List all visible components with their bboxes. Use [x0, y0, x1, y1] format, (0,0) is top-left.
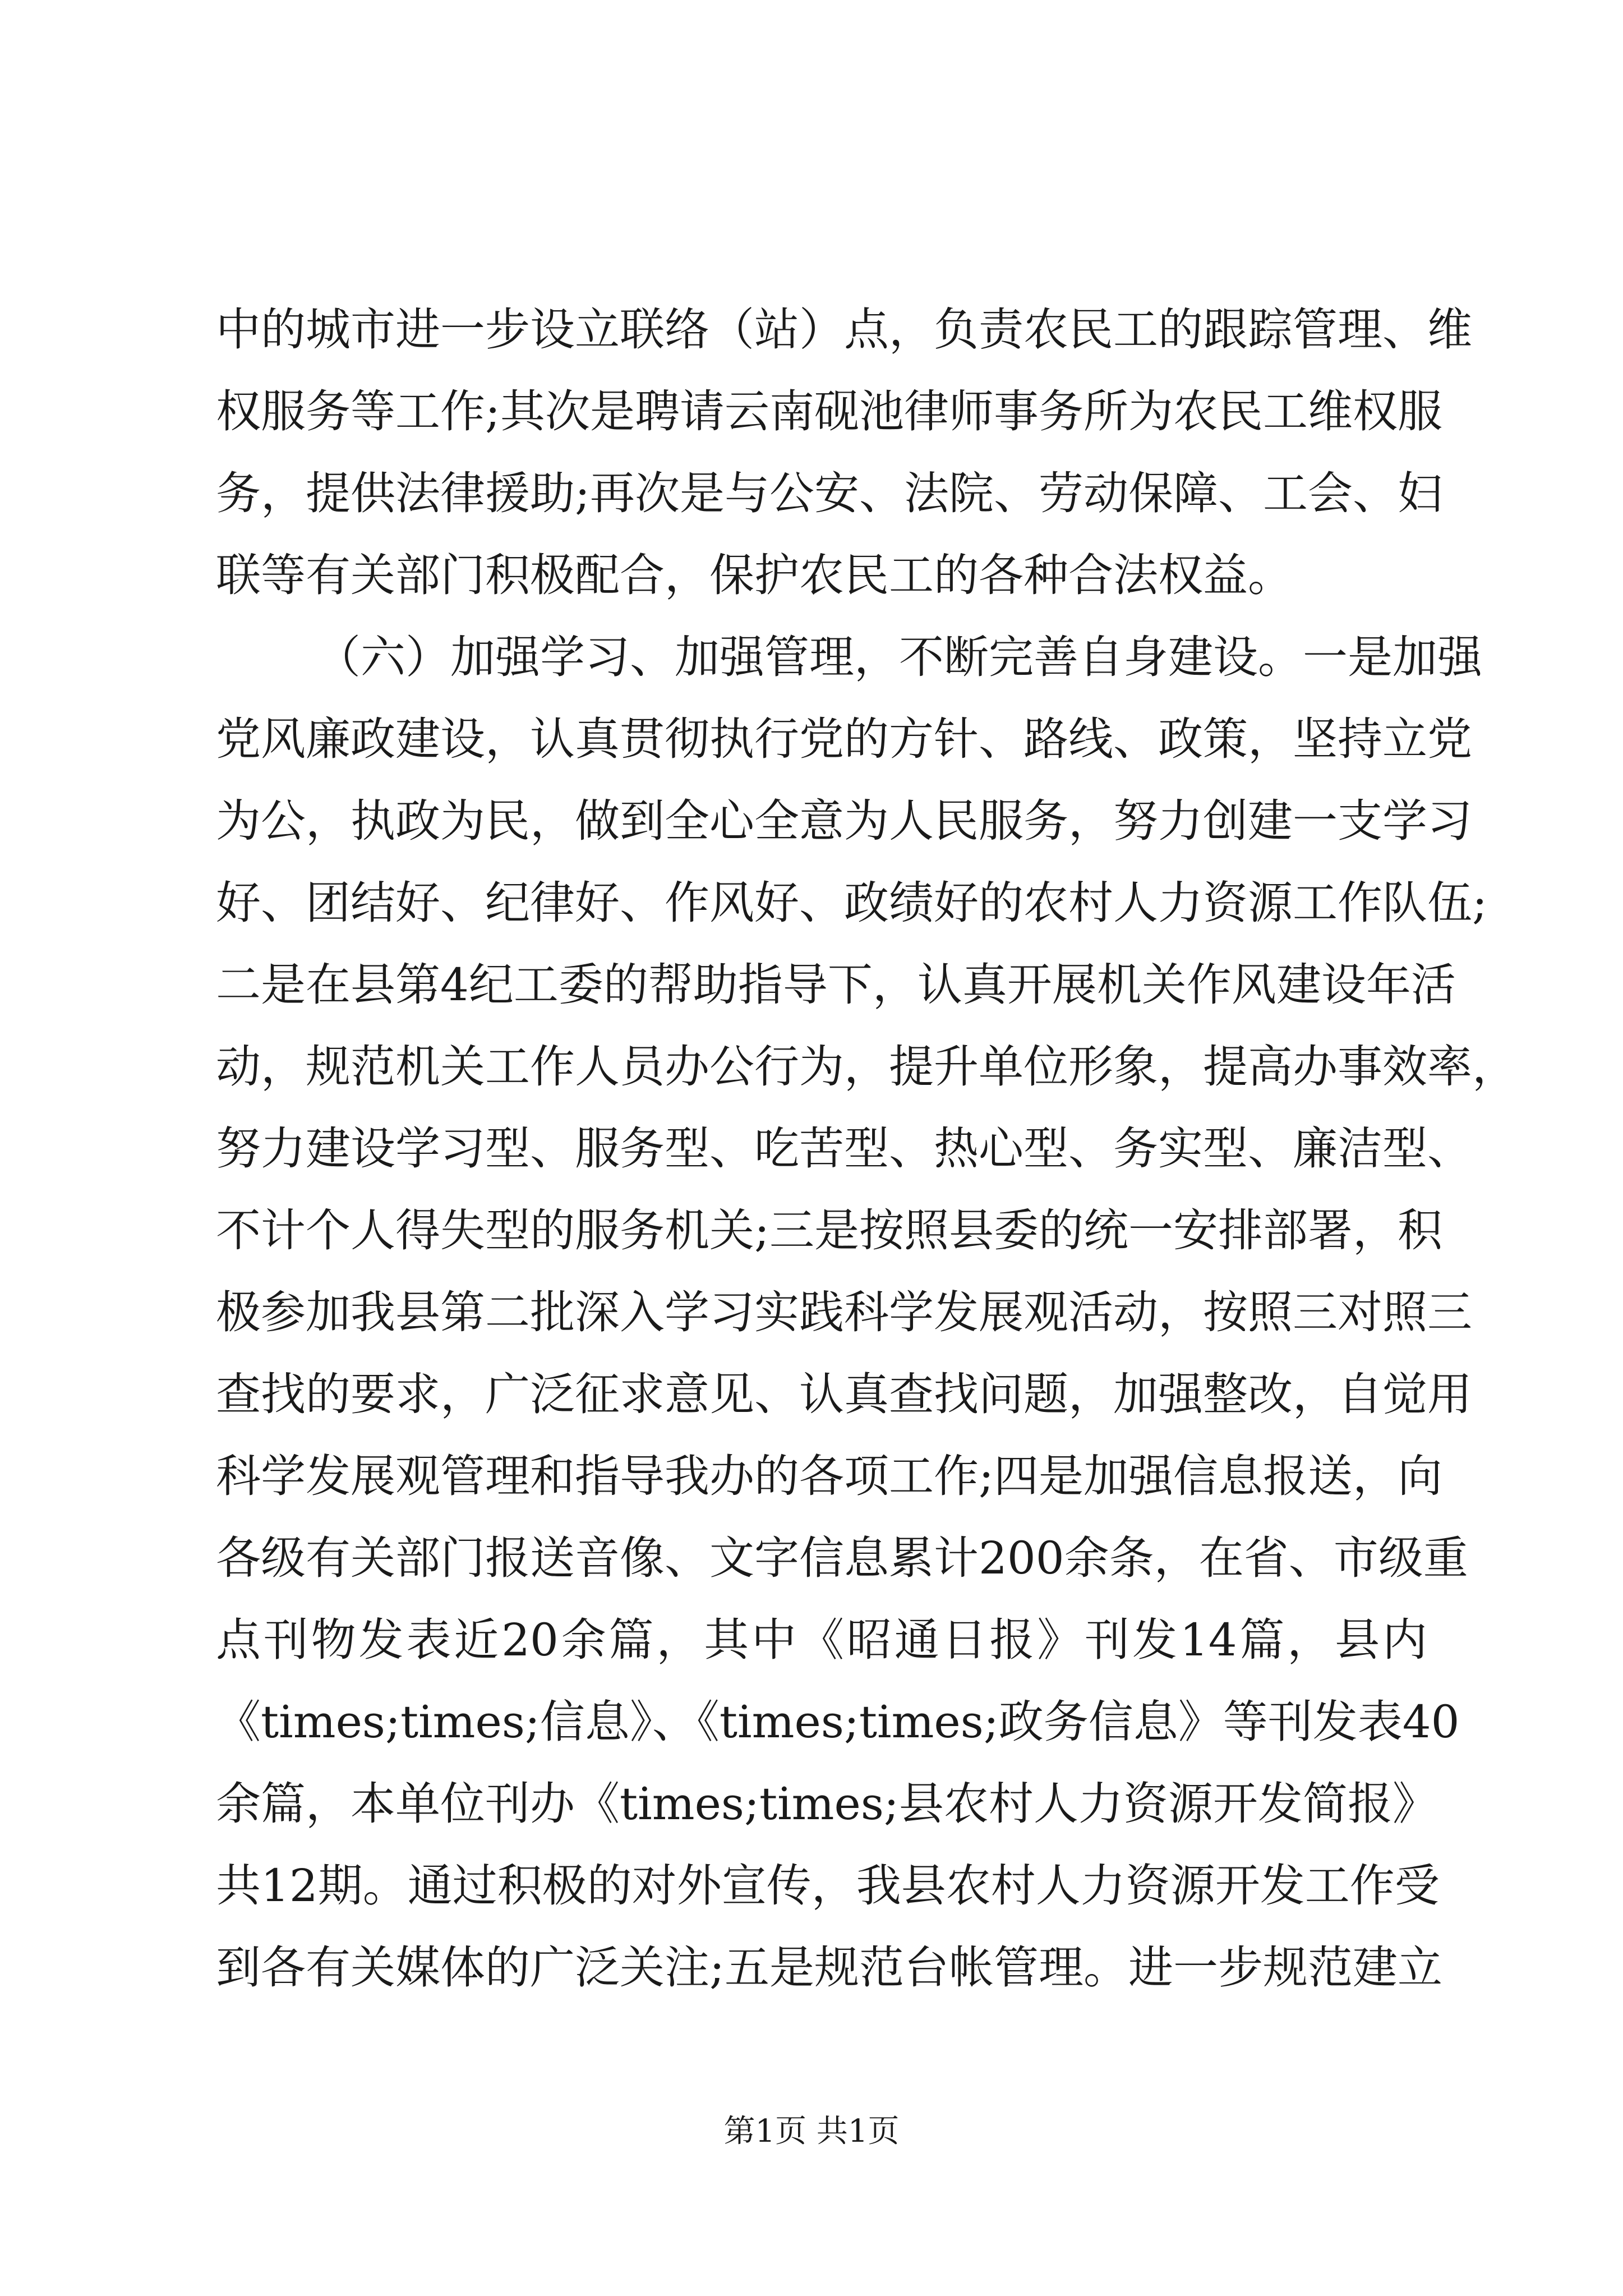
text-line: 党风廉政建设，认真贯彻执行党的方针、路线、政策，坚持立党: [216, 713, 1472, 765]
text-line: 动，规范机关工作人员办公行为，提升单位形象，提高办事效率，: [216, 1041, 1517, 1093]
text-line: 《times;times;信息》、《times;times;政务信息》等刊发表40: [216, 1696, 1460, 1748]
text-line: 为公，执政为民，做到全心全意为人民服务，努力创建一支学习: [216, 795, 1472, 847]
text-line: 点刊物发表近20余篇，其中《昭通日报》刊发14篇，县内: [216, 1614, 1427, 1666]
text-line: 联等有关部门积极配合，保护农民工的各种合法权益。: [216, 549, 1293, 601]
text-line: 极参加我县第二批深入学习实践科学发展观活动，按照三对照三: [216, 1286, 1472, 1338]
text-line: 好、团结好、纪律好、作风好、政绩好的农村人力资源工作队伍;: [216, 877, 1487, 929]
text-line: 科学发展观管理和指导我办的各项工作;四是加强信息报送，向: [216, 1450, 1442, 1502]
text-line: 查找的要求，广泛征求意见、认真查找问题，加强整改，自觉用: [216, 1368, 1472, 1420]
text-line: 权服务等工作;其次是聘请云南砚池律师事务所为农民工维权服: [216, 385, 1442, 438]
page-number: 第1页 共1页: [723, 2113, 900, 2150]
text-line: 各级有关部门报送音像、文字信息累计200余条，在省、市级重: [216, 1532, 1468, 1584]
text-line: 务，提供法律援助;再次是与公安、法院、劳动保障、工会、妇: [216, 467, 1442, 519]
text-line: 中的城市进一步设立联络（站）点，负责农民工的跟踪管理、维: [216, 303, 1472, 356]
page-footer: [0, 2109, 1623, 2154]
text-line: 二是在县第4纪工委的帮助指导下，认真开展机关作风建设年活: [216, 959, 1456, 1011]
body-text: [216, 289, 1517, 2009]
text-line: 共12期。通过积极的对外宣传，我县农村人力资源开发工作受: [216, 1860, 1440, 1912]
text-line: 不计个人得失型的服务机关;三是按照县委的统一安排部署，积: [216, 1204, 1442, 1257]
text-line: 努力建设学习型、服务型、吃苦型、热心型、务实型、廉洁型、: [216, 1122, 1472, 1175]
text-line: 余篇，本单位刊办《times;times;县农村人力资源开发简报》: [216, 1778, 1437, 1830]
paragraph-start-line: （六）加强学习、加强管理，不断完善自身建设。一是加强: [316, 631, 1482, 683]
text-line: 到各有关媒体的广泛关注;五是规范台帐管理。进一步规范建立: [216, 1941, 1442, 1994]
